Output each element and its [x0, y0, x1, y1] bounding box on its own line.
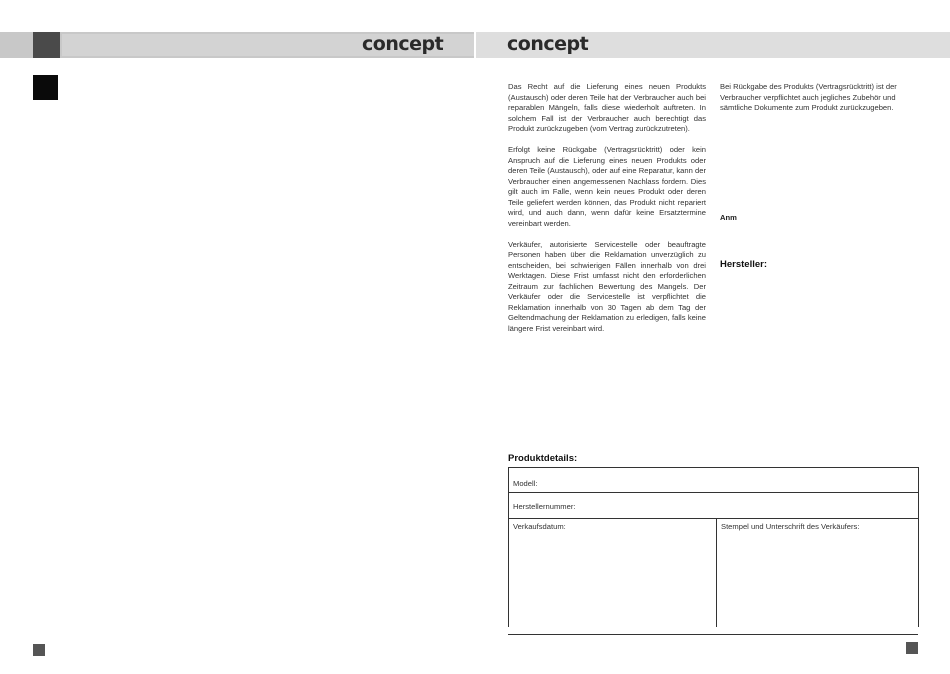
manufacturer-heading: Hersteller:: [720, 259, 767, 270]
page-tab-marker: [33, 32, 60, 58]
brand-logo-right: concept: [507, 33, 589, 55]
language-marker-square: [33, 75, 58, 100]
product-details-heading: Produktdetails:: [508, 453, 578, 464]
paragraph: Das Recht auf die Lieferung eines neuen Produkts (Austausch) oder deren Teile hat der Verbraucher auch bei reparablen Mängeln, falls diese wiederholt auftreten. In solchem Fall ist der Verbraucher auch berechtigt das Produkt zurückzugeben (vom Vertrag zurückzutreten).: [508, 82, 706, 133]
page-corner-marker-left: [33, 644, 45, 656]
warranty-text-column-right: [720, 82, 918, 124]
form-bottom-rule: [508, 634, 918, 635]
sale-date-field-label: Verkaufsdatum:: [513, 522, 566, 531]
page-corner-marker-right: [906, 642, 918, 654]
manufacturer-number-field-label: Herstellernummer:: [513, 502, 576, 511]
product-details-form: [508, 467, 918, 627]
paragraph: Verkäufer, autorisierte Servicestelle oder beauftragte Personen haben über die Reklamation unverzüglich zu entscheiden, bei schwierigen Fällen innerhalb von drei Werktagen. Diese Frist umfasst nicht den erforderlichen Zeitraum zur fachlichen Bewertung des Mangels. Der Verkäufer oder die Servicestelle ist verpflichtet die Reklamation innerhalb von 30 Tagen ab dem Tag der Geltendmachung der Reklamation zu erledigen, falls keine längere Frist vereinbart wird.: [508, 239, 706, 333]
form-border-right: [918, 467, 919, 627]
paragraph: Erfolgt keine Rückgabe (Vertragsrücktritt) oder kein Anspruch auf die Lieferung eines neuen Produkts oder deren Teile (Austausch), oder auf eine Reparatur, kann der Verbraucher einen angemessenen Nachlass fordern. Dies gilt auch im Falle, wenn kein neues Produkt oder deren Teile geliefert werden können, das Produkt nicht repariert wird, und auch dann, wenn dafür keine Ersatztermine vereinbart werden.: [508, 145, 706, 228]
paragraph: Bei Rückgabe des Produkts (Vertragsrücktritt) ist der Verbraucher verpflichtet auch jegliches Zubehör und sämtliche Dokumente zum Produkt zurückzugeben.: [720, 82, 897, 112]
form-border-left: [508, 467, 509, 627]
note-label: Anm: [720, 213, 737, 222]
brand-logo-left: concept: [362, 33, 444, 55]
form-row-divider: [508, 518, 918, 519]
model-field-label: Modell:: [513, 479, 538, 488]
warranty-text-column-left: [508, 82, 706, 345]
form-row-divider: [508, 492, 918, 493]
form-border-top: [508, 467, 918, 468]
form-column-divider: [716, 518, 717, 627]
seller-stamp-field-label: Stempel und Unterschrift des Verkäufers:: [721, 522, 860, 531]
